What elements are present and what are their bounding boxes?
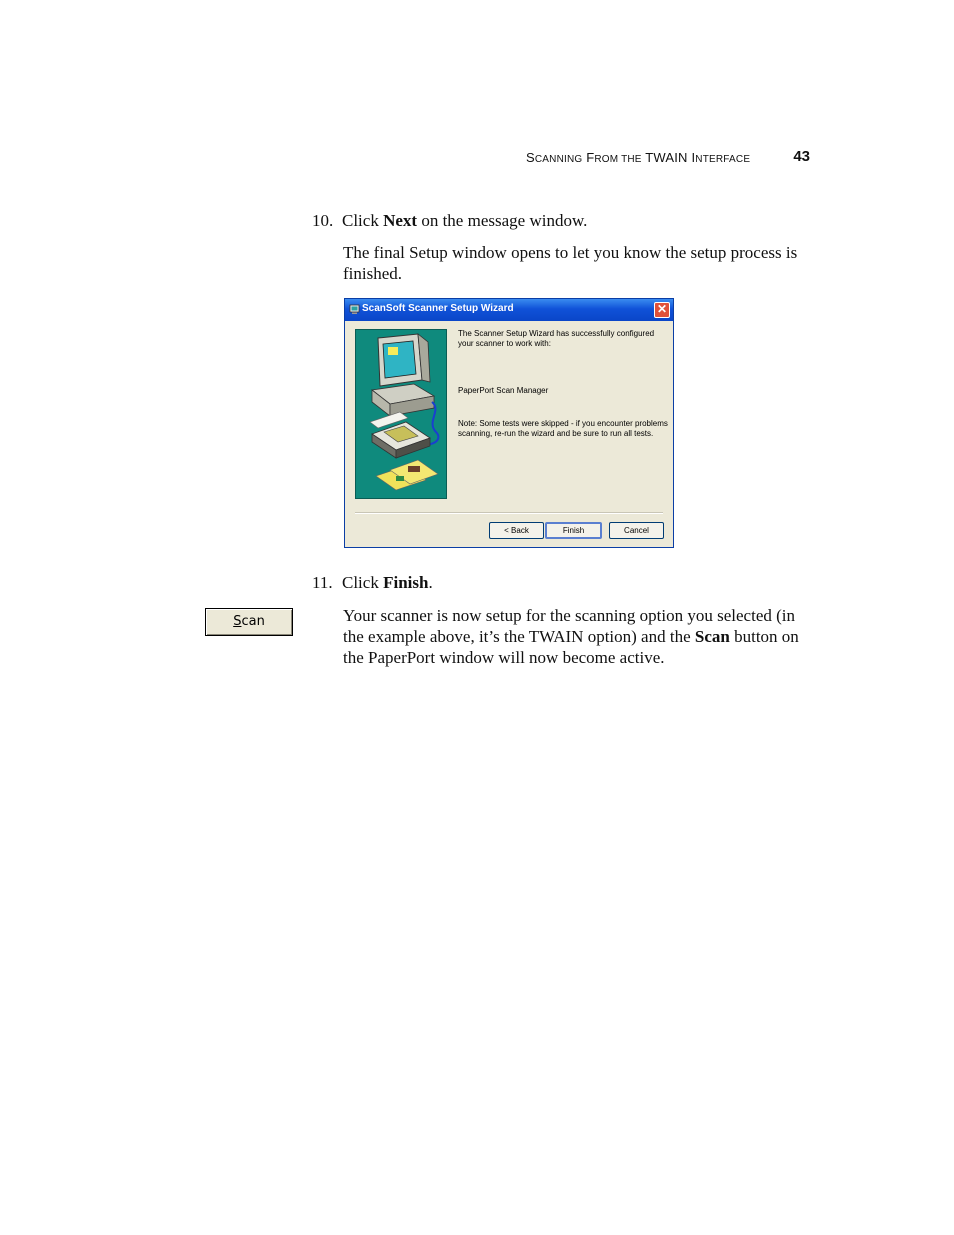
finish-emphasis: Finish [383,573,429,592]
step-number: 10. [312,211,334,230]
scan-emphasis: Scan [694,627,730,646]
step-number: 11. [312,573,333,592]
scanner-wizard-illustration [355,329,447,499]
scanner-name: PaperPort Scan Manager [458,386,549,395]
step-10: 10. Click Next on the message window. [312,211,588,230]
paragraph-setup-finished: The final Setup window opens to let you know the setup process is finished. [343,243,798,283]
chapter-title: SCANNING FROM THE TWAIN INTERFACE [526,150,751,165]
success-message: The Scanner Setup Wizard has successfully configured your scanner to work with: [458,329,655,348]
scan-button[interactable]: Scan [205,608,293,636]
computer-scanner-icon [356,330,446,498]
back-button[interactable]: < Back [489,522,544,539]
finish-button[interactable]: Finish [545,522,602,539]
paragraph-scanner-active: Your scanner is now setup for the scanning option you selected (in the example above, it’s the TWAIN option) and the Scan button on the PaperPort window will now become active. [343,606,799,667]
page-number: 43 [793,148,810,165]
close-button[interactable]: ✕ [654,302,670,318]
wizard-app-icon [349,304,360,315]
setup-wizard-dialog [344,298,674,548]
next-emphasis: Next [383,211,418,230]
dialog-titlebar [345,299,673,321]
step-11: 11. Click Finish. [312,573,433,592]
dialog-separator [355,512,663,514]
dialog-title: ScanSoft Scanner Setup Wizard [362,303,514,314]
note-text: Note: Some tests were skipped - if you encounter problems scanning, re-run the wizard and be sure to run all tests. [458,419,668,438]
cancel-button[interactable]: Cancel [609,522,664,539]
